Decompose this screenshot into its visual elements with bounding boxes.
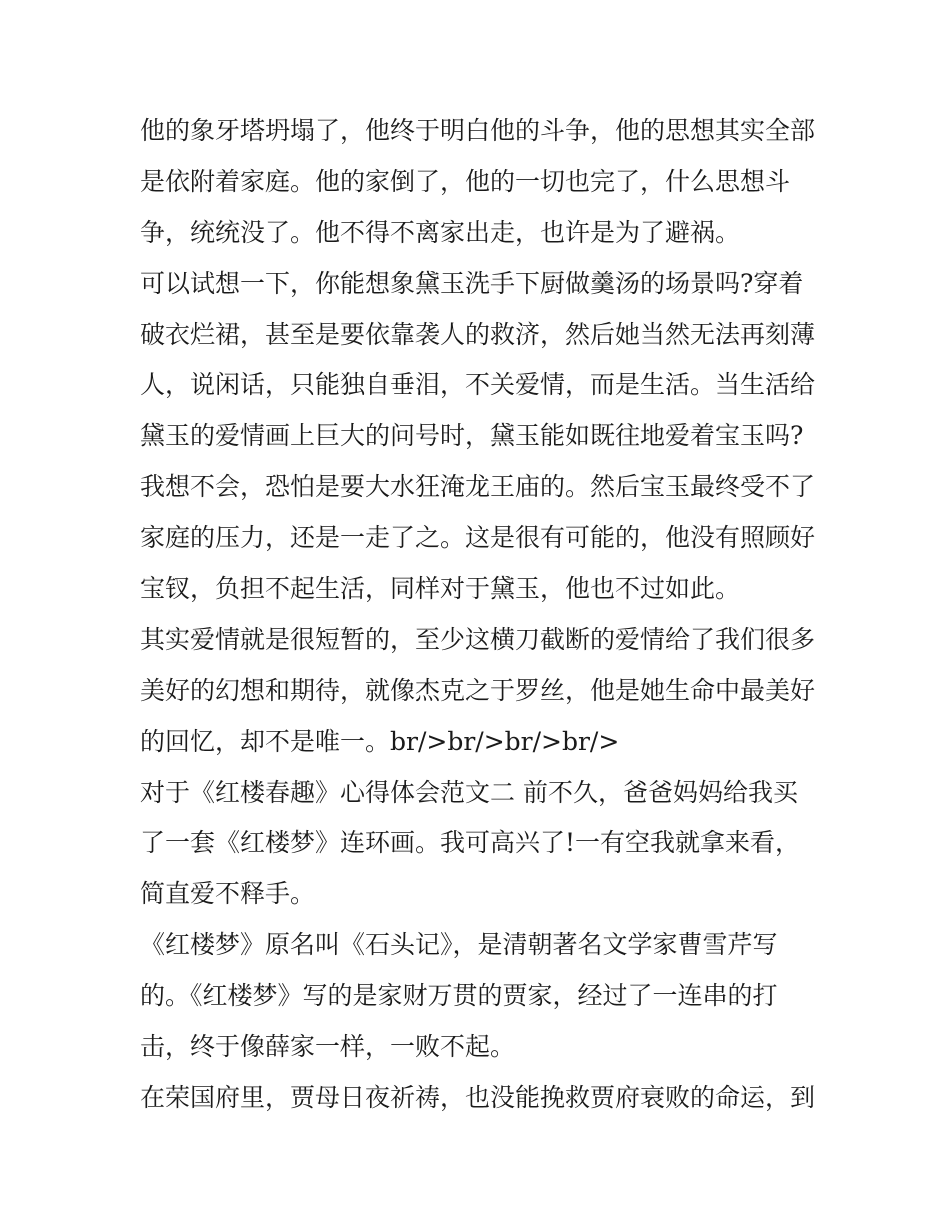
text-line: 黛玉的爱情画上巨大的问号时，黛玉能如既往地爱着宝玉吗? [140,421,804,451]
text-line: 他的象牙塔坍塌了，他终于明白他的斗争，他的思想其实全部 [140,116,816,145]
text-line: 击，终于像薛家一样，一败不起。 [140,1032,516,1062]
text-line: 了一套《红楼梦》连环画。我可高兴了!一有空我就拿来看， [140,828,801,858]
text-line: 是依附着家庭。他的家倒了，他的一切也完了，什么思想斗 [140,166,791,196]
text-line: 《红楼梦》原名叫《石头记》，是清朝著名文学家曹雪芹写 [140,930,778,960]
text-line: 家庭的压力，还是一走了之。这是很有可能的，他没有照顾好 [140,523,816,553]
text-line: 在荣国府里，贾母日夜祈祷，也没能挽救贾府衰败的命运，到 [140,1082,816,1112]
text-line: 人，说闲话，只能独自垂泪，不关爱情，而是生活。当生活给 [140,370,816,400]
text-line: 美好的幻想和期待，就像杰克之于罗丝，他是她生命中最美好 [140,675,816,705]
body-text [140,106,820,1124]
text-line: 对于《红楼春趣》心得体会范文二 前不久，爸爸妈妈给我买 [140,777,798,807]
text-line: 其实爱情就是很短暂的，至少这横刀截断的爱情给了我们很多 [140,624,816,654]
text-line: 简直爱不释手。 [140,879,316,909]
text-line: 争，统统没了。他不得不离家出走，也许是为了避祸。 [140,217,741,247]
text-line: 可以试想一下，你能想象黛玉洗手下厨做羹汤的场景吗?穿着 [140,268,804,298]
text-line: 的回忆，却不是唯一。br/>br/>br/>br/> [140,726,620,756]
text-line: 破衣烂裙，甚至是要依靠袭人的救济，然后她当然无法再刻薄 [140,319,816,349]
text-line: 宝钗，负担不起生活，同样对于黛玉，他也不过如此。 [140,574,741,604]
text-line: 的。《红楼梦》写的是家财万贯的贾家，经过了一连串的打 [140,981,778,1011]
text-line: 我想不会，恐怕是要大水狂淹龙王庙的。然后宝玉最终受不了 [140,472,816,502]
